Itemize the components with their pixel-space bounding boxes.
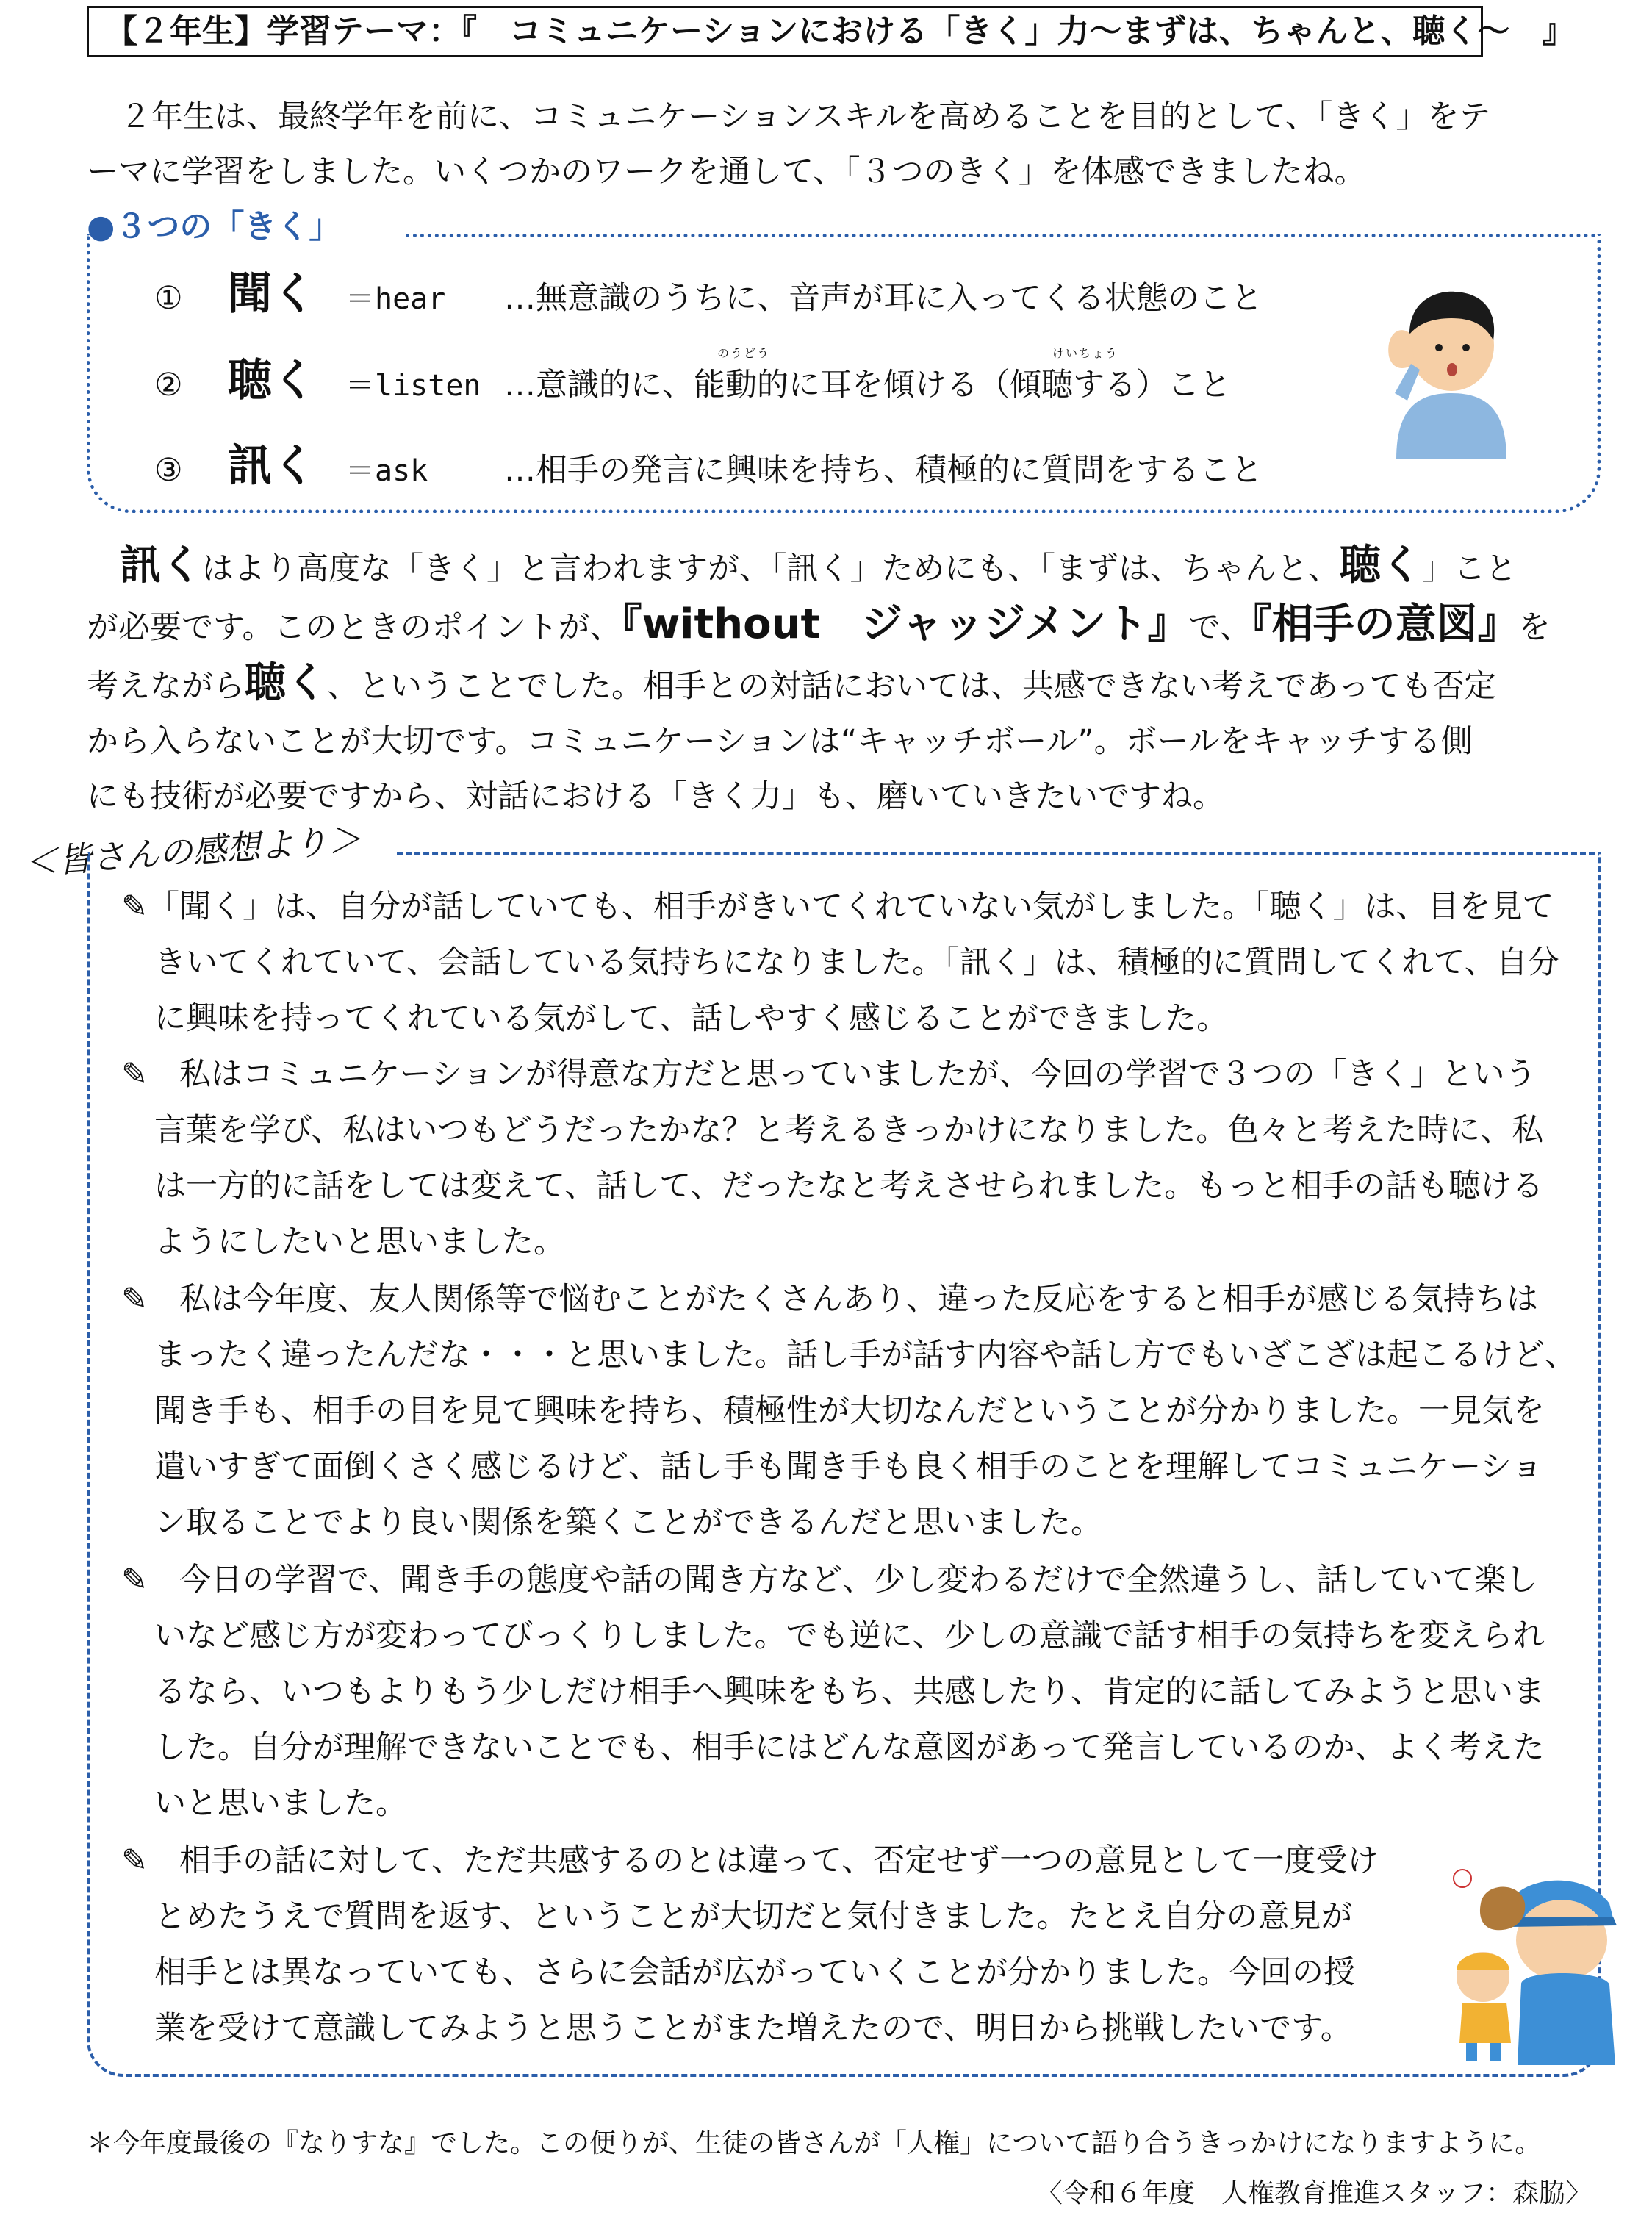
emphasis-kiku-listen: 聴く (245, 659, 327, 707)
ruby-noudou: のうどう (717, 346, 771, 360)
kiku-kanji: 聴く (228, 355, 316, 406)
kiku-number: ① (154, 280, 183, 317)
emphasis-without-judgment: 『without ジャッジメント』 (621, 600, 1189, 648)
kiku-number: ③ (154, 452, 183, 489)
comment-text: 私はコミュニケーションが得意な方だと思っていましたが、今回の学習で３つの「きく」という (148, 1056, 1537, 1093)
comment-line: いと思いました。 (154, 1785, 407, 1822)
pencil-icon: ✎ (121, 888, 148, 925)
comment-line (121, 1271, 1576, 1327)
comment-text: 今日の学習で、聞き手の態度や話の聞き方など、少し変わるだけで全然違うし、話していて楽し (148, 1562, 1538, 1598)
text-span: が必要です。このときのポイントが、 (87, 609, 622, 646)
paragraph-line (87, 538, 1586, 597)
comment-text: 私は今年度、友人関係等で悩むことがたくさんあり、違った反応をすると相手が感じる気持ちは (148, 1281, 1539, 1318)
comment-line: 言葉を学び、私はいつもどうだったかな？と考えるきっかけになりました。色々と考えた時に、私 (154, 1112, 1544, 1149)
emphasis-kiku-ask: 訊く (120, 542, 202, 589)
comment-line: ン取ることでより良い関係を築くことができるんだと思いました。 (154, 1504, 1102, 1541)
intro-line: ーマに学習をしました。いくつかのワークを通して、「３つのきく」を体感できましたね。 (87, 154, 1366, 190)
section-heading-3kiku: ●３つの「きく」 (87, 208, 342, 245)
ruby-keichou: けいちょう (1052, 346, 1119, 360)
pencil-icon: ✎ (121, 1842, 148, 1879)
comment-item (121, 1271, 1576, 1551)
kiku-english: ＝hear (345, 282, 446, 316)
text-span: 考えながら (87, 668, 245, 705)
kiku-english: ＝ask (345, 454, 428, 488)
kiku-kanji: 聞く (228, 268, 316, 320)
comment-text: 相手の話に対して、ただ共感するのとは違って、否定せず一つの意見として一度受け (148, 1842, 1379, 1879)
text-span: はより高度な「きく」と言われますが、「訊く」ためにも、「まずは、ちゃんと、 (202, 550, 1340, 587)
paragraph-line: にも技術が必要ですから、対話における「きく力」も、磨いていきたいですね。 (87, 778, 1224, 815)
comment-line: るなら、いつもよりもう少しだけ相手へ興味をもち、共感したり、肯定的に話してみようと思いま (154, 1673, 1545, 1710)
comment-line: 業を受けて意識してみようと思うことがまた増えたので、明日から挑戦したいです。 (154, 2010, 1352, 2047)
paragraph-line (87, 597, 1586, 656)
emphasis-partner-intent: 『相手の意図』 (1251, 600, 1519, 648)
comment-line: 相手とは異なっていても、さらに会話が広がっていくことが分かりました。今回の授 (154, 1954, 1355, 1991)
pencil-icon: ✎ (121, 1056, 148, 1093)
kiku-kanji: 訊く (228, 440, 316, 492)
footer-signature: 〈令和６年度 人権教育推進スタッフ：森脇〉 (1036, 2178, 1592, 2208)
text-span: を (1518, 609, 1551, 646)
comment-text: 「聞く」は、自分が話していても、相手がきいてくれていない気がしました。「聴く」は、目を見て (148, 888, 1554, 925)
comment-line: いなど感じ方が変わってびっくりしました。でも逆に、少しの意識で話す相手の気持ちを変えられ (154, 1618, 1545, 1654)
kiku-english: ＝listen (345, 369, 481, 403)
paragraph-line (87, 656, 1586, 714)
pencil-icon: ✎ (121, 1562, 148, 1598)
page-title: 【２年生】学習テーマ：『 コミュニケーションにおける「きく」力～まずは、ちゃんと、聴く～ 』 (87, 6, 1483, 57)
comment-line: 聞き手も、相手の目を見て興味を持ち、積極性が大切なんだということが分かりました。一見気を (154, 1393, 1545, 1429)
text-span: 、ということでした。相手との対話においては、共感できない考えであっても否定 (327, 668, 1496, 705)
footer-note: ＊今年度最後の『なりすな』でした。この便りが、生徒の皆さんが「人権」について語り合うきっかけになりますように。 (87, 2128, 1542, 2158)
comment-line (121, 1833, 1429, 1889)
comment-line (121, 1047, 1576, 1102)
kiku-row-ask (154, 431, 1263, 494)
baseball-catch-illustration (1440, 1859, 1624, 2065)
text-span: で、 (1188, 609, 1251, 646)
paragraph-line: から入らないことが大切です。コミュニケーションは“キャッチボール”。ボールをキャッチする側 (87, 723, 1473, 760)
kiku-description: …意識的に、能動的に耳を傾ける（傾聴する）こと (504, 367, 1231, 403)
section-heading-voices: ＜皆さんの感想より＞ (22, 819, 363, 883)
comment-line: に興味を持ってくれている気がして、話しやすく感じることができました。 (154, 1000, 1229, 1037)
comment-line: は一方的に話をしては変えて、話して、だったなと考えさせられました。もっと相手の話も聴ける (154, 1168, 1544, 1205)
kiku-number: ② (154, 367, 183, 403)
text-span: 」こと (1422, 550, 1517, 587)
comment-item (121, 879, 1576, 1047)
kiku-description: …相手の発言に興味を持ち、積極的に質問をすること (504, 452, 1263, 489)
emphasis-kiku-listen: 聴く (1340, 542, 1422, 589)
intro-line: ２年生は、最終学年を前に、コミュニケーションスキルを高めることを目的として、「きく」をテ (120, 98, 1491, 135)
kiku-row-hear (154, 259, 1263, 322)
comment-line: した。自分が理解できないことでも、相手にはどんな意図があって発言しているのか、よく考えた (154, 1729, 1545, 1766)
comment-line (121, 1552, 1576, 1608)
comment-item (121, 1047, 1576, 1270)
comment-line: まったく違ったんだな・・・と思いました。話し手が話す内容や話し方でもいざこざは起こるけど、 (154, 1337, 1576, 1374)
kiku-description: …無意識のうちに、音声が耳に入ってくる状態のこと (504, 280, 1263, 317)
explanation-paragraph (87, 538, 1586, 825)
pencil-icon: ✎ (121, 1281, 148, 1318)
comment-line: 遣いすぎて面倒くさく感じるけど、話し手も聞き手も良く相手のことを理解してコミュニケーショ (154, 1448, 1543, 1485)
comment-line: ようにしたいと思いました。 (154, 1224, 565, 1260)
comment-line (121, 879, 1576, 935)
comment-line: きいてくれていて、会話している気持ちになりました。「訊く」は、積極的に質問してくれて、自分 (154, 944, 1559, 981)
comment-item (121, 1833, 1429, 2056)
comment-line: とめたうえで質問を返す、ということが大切だと気付きました。たとえ自分の意見が (154, 1898, 1353, 1935)
comment-item (121, 1552, 1576, 1831)
intro-paragraph (87, 90, 1586, 200)
listening-man-illustration (1382, 283, 1521, 459)
